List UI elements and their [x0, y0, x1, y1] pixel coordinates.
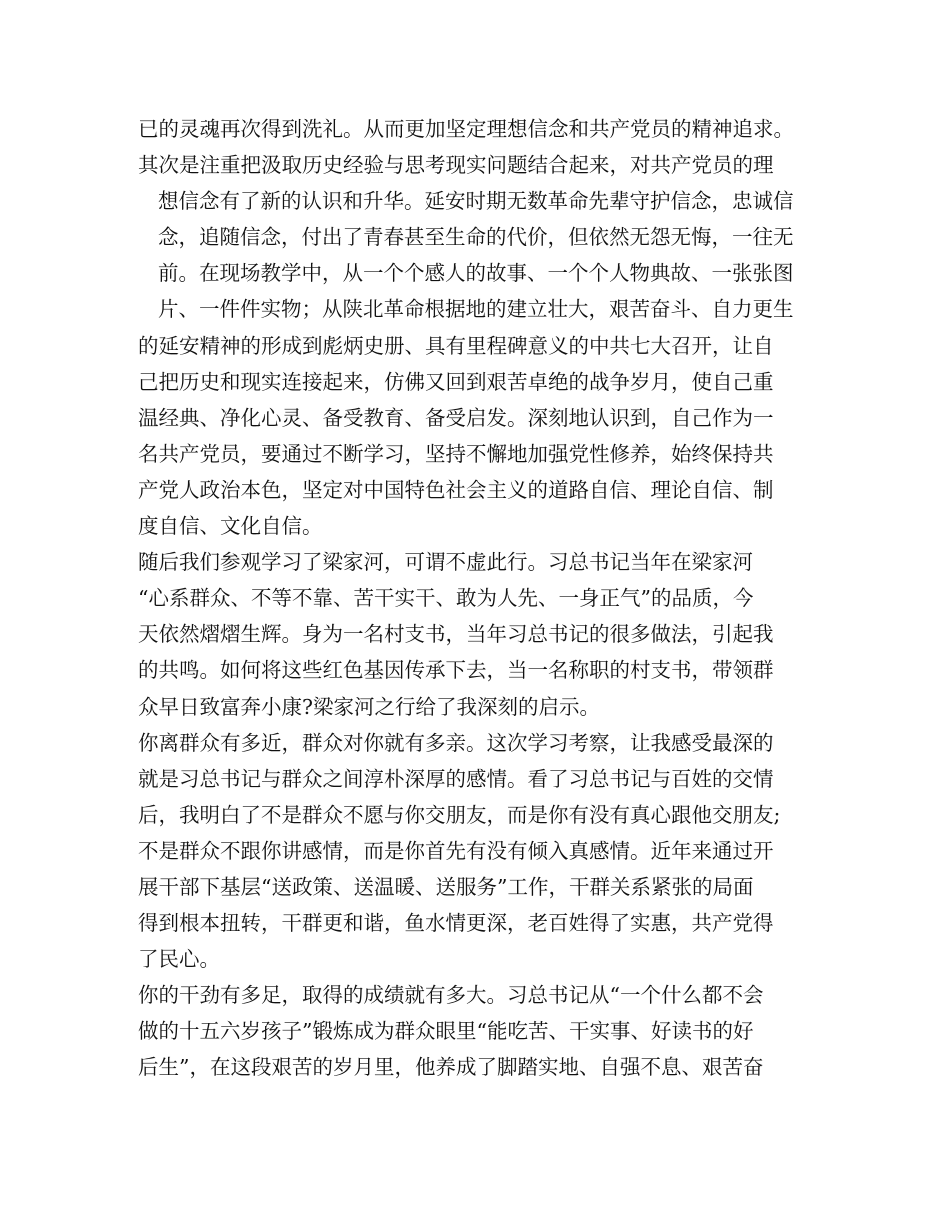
text-line: 随后我们参观学习了梁家河，可谓不虚此行。习总书记当年在梁家河: [138, 550, 753, 575]
text-line: 已的灵魂再次得到洗礼。从而更加坚定理想信念和共产党员的精神追求。: [138, 117, 794, 141]
text-line: 念，追随信念，付出了青春甚至生命的代价，但依然无怨无悔，一往无: [158, 225, 794, 250]
text-line: 度自信、文化自信。: [138, 514, 323, 539]
document-page: [138, 111, 828, 1086]
paragraph-4: [138, 725, 828, 978]
text-line: 就是习总书记与群众之间淳朴深厚的感情。看了习总书记与百姓的交情: [138, 766, 774, 791]
paragraph-3: [138, 544, 828, 724]
text-line: 众早日致富奔小康?梁家河之行给了我深刻的启示。: [138, 694, 600, 719]
text-line: 后生”，在这段艰苦的岁月里，他养成了脚踏实地、自强不息、艰苦奋: [138, 1055, 764, 1080]
text-line: 天依然熠熠生辉。身为一名村支书，当年习总书记的很多做法，引起我: [138, 622, 774, 647]
text-line: 产党人政治本色，坚定对中国特色社会主义的道路自信、理论自信、制: [138, 477, 774, 502]
text-line: 己把历史和现实连接起来，仿佛又回到艰苦卓绝的战争岁月，使自己重: [138, 369, 774, 394]
text-line: 的共鸣。如何将这些红色基因传承下去，当一名称职的村支书，带领群: [138, 658, 774, 683]
text-line: 做的十五六岁孩子”锻炼成为群众眼里“能吃苦、干实事、好读书的好: [138, 1019, 754, 1044]
text-line: 的延安精神的形成到彪炳史册、具有里程碑意义的中共七大召开，让自: [138, 333, 774, 358]
text-line: 不是群众不跟你讲感情，而是你首先有没有倾入真感情。近年来通过开: [138, 838, 774, 863]
text-line: 想信念有了新的认识和升华。延安时期无数革命先辈守护信念，忠诚信: [158, 189, 794, 214]
text-line: 片、一件件实物；从陕北革命根据地的建立壮大，艰苦奋斗、自力更生: [158, 297, 794, 322]
text-line: 后，我明白了不是群众不愿与你交朋友，而是你有没有真心跟他交朋友;: [138, 802, 781, 827]
paragraph-2: [138, 147, 828, 544]
text-line: “心系群众、不等不靠、苦干实干、敢为人先、一身正气”的品质，今: [138, 586, 754, 611]
text-line: 你离群众有多近，群众对你就有多亲。这次学习考察，让我感受最深的: [138, 730, 774, 755]
paragraph-1: [138, 111, 828, 147]
text-line: 你的干劲有多足，取得的成绩就有多大。习总书记从“一个什么都不会: [138, 983, 764, 1008]
text-line: 了民心。: [138, 947, 220, 972]
text-line: 温经典、净化心灵、备受教育、备受启发。深刻地认识到，自己作为一: [138, 405, 774, 430]
text-line: 展干部下基层“送政策、送温暖、送服务”工作，干群关系紧张的局面: [138, 874, 754, 899]
text-line: 名共产党员，要通过不断学习，坚持不懈地加强党性修养，始终保持共: [138, 441, 774, 466]
paragraph-5: [138, 977, 828, 1085]
text-line: 其次是注重把汲取历史经验与思考现实问题结合起来，对共产党员的理: [138, 153, 774, 178]
text-line: 得到根本扭转，干群更和谐，鱼水情更深，老百姓得了实惠，共产党得: [138, 911, 774, 936]
text-line: 前。在现场教学中，从一个个感人的故事、一个个人物典故、一张张图: [158, 261, 794, 286]
